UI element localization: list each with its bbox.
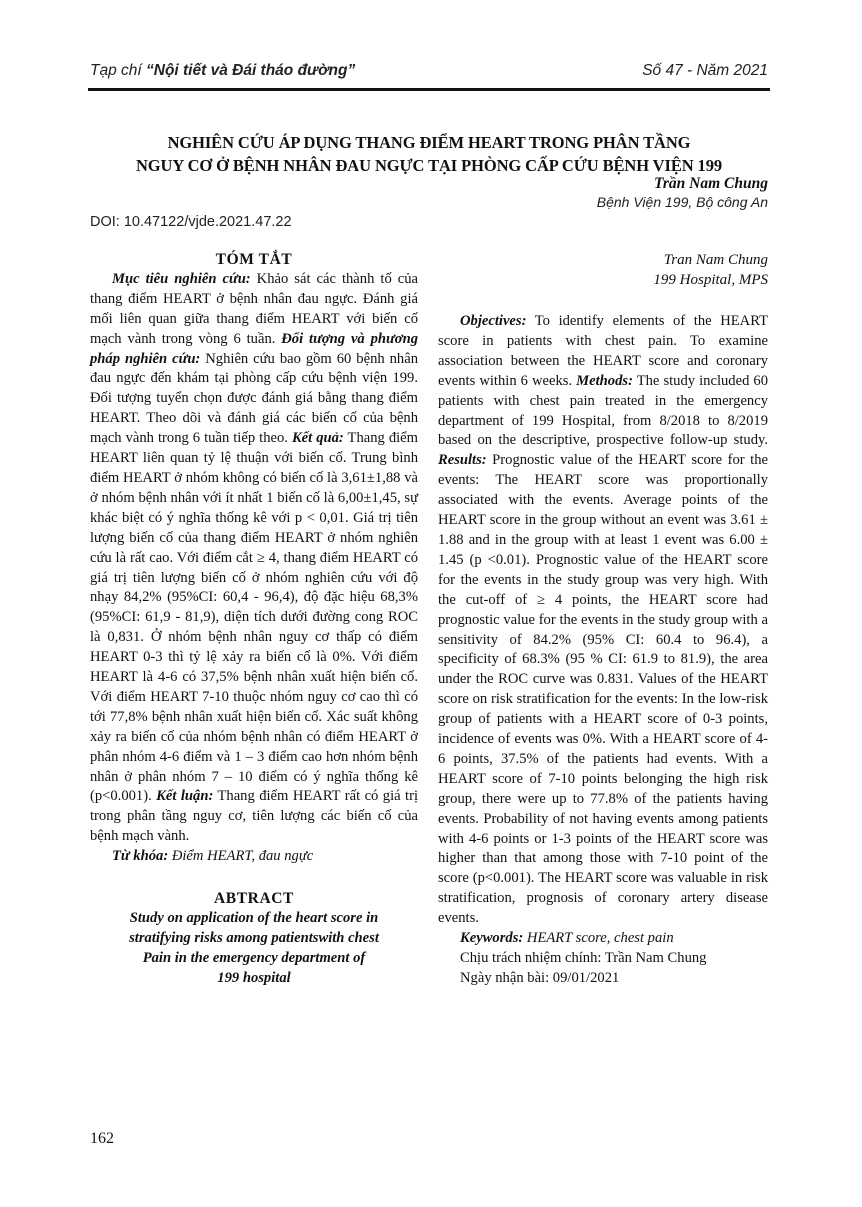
abstract-vn-body xyxy=(90,270,418,847)
left-column xyxy=(90,250,418,989)
keywords-vn xyxy=(90,847,418,867)
doi[interactable]: DOI: 10.47122/vjde.2021.47.22 xyxy=(90,214,292,230)
keywords-en-label: Keywords: xyxy=(460,930,524,947)
english-title-line-2: stratifying risks among patientswith chest xyxy=(129,929,379,946)
results-text-en: Prognostic value of the HEART score for the events: The HEART score was proportionally associated with the events. Average points of the HEART score in the group without an event was 3.61 ± 1.88 and in the group with at least 1 event was 6.00 ± 1.45 (p <0.01). Prognostic value of the HEART score for the events in the study group was very high. With the cut-off of ≥ 4 points, the HEART score had prognostic value for the events in the study group with a sensitivity of 84.2% (95% CI: 60.4 to 96.4), a specificity of 68.3% (95 % CI: 61.9 to 81.9), the area under the ROC curve was 0.831. Values of the HEART score on risk stratification for the events: In the low-risk group of patients with a HEART score of 0-3 points, incidence of events was 0%. With a HEART score of 4-6 points, 37.5% of the patients had events. With a HEART score of 7-10 points belonging the high risk group, there were up to 77.8% of the patients having events. Probability of not having events among patients with 4-6 points or 1-3 points of the HEART score was higher than that among those with 7-10 point of the score (p<0.001). The HEART score was valuable in risk stratification, prognosis of coronary artery disease events. xyxy=(438,452,768,927)
title-line-1: NGHIÊN CỨU ÁP DỤNG THANG ĐIỂM HEART TRONG PHÂN TẦNG xyxy=(167,133,691,152)
author-name: Trần Nam Chung xyxy=(654,175,768,192)
objective-text: Khảo sát các thành tố của thang điểm HEART ở bệnh nhân đau ngực. Đánh giá mối liên quan giữa thang điểm HEART với biến cố mạch vành trong vòng 6 tuần. xyxy=(90,270,418,347)
english-title-line-1: Study on application of the heart score in xyxy=(129,910,379,926)
header-rule xyxy=(88,88,770,91)
abstract-vn-heading: TÓM TẮT xyxy=(215,251,293,268)
received-date: Ngày nhận bài: 09/01/2021 xyxy=(460,969,620,986)
english-title-line-3: Pain in the emergency department of xyxy=(142,949,366,966)
page-number: 162 xyxy=(90,1130,114,1147)
conclusion-text: Thang điểm HEART rất có giá trị trong phân tầng nguy cơ, tiên lượng các biến cố của bệnh mạch vành. xyxy=(90,788,419,845)
issue-info: Số 47 - Năm 2021 xyxy=(642,62,768,79)
journal-title xyxy=(90,62,355,80)
results-label-en: Results: xyxy=(438,452,487,469)
article-title xyxy=(88,131,770,177)
methods-label-en: Methods: xyxy=(576,372,633,389)
keywords-en-text: HEART score, chest pain xyxy=(523,930,674,947)
title-line-2: NGUY CƠ Ở BỆNH NHÂN ĐAU NGỰC TẠI PHÒNG CẤP CỨU BỆNH VIỆN 199 xyxy=(135,156,723,175)
keywords-en xyxy=(438,929,768,949)
author-affiliation-en: 199 Hospital, MPS xyxy=(653,272,768,288)
results-label: Kết quả: xyxy=(291,430,344,447)
keywords-vn-label: Từ khóa: xyxy=(112,848,169,865)
objectives-text-en: To identify elements of the HEART score in patients with chest pain. To examine association between the HEART score and coronary events within 6 weeks. xyxy=(438,313,768,389)
right-column xyxy=(438,250,768,989)
responsible-author: Chịu trách nhiệm chính: Trần Nam Chung xyxy=(460,950,707,966)
abstract-en-heading: ABTRACT xyxy=(214,890,294,908)
objectives-label-en: Objectives: xyxy=(460,313,527,329)
conclusion-label: Kết luận: xyxy=(156,788,214,805)
journal-prefix: Tạp chí xyxy=(90,62,146,79)
author-affiliation: Bệnh Viện 199, Bộ công An xyxy=(596,194,768,210)
english-title-line-4: 199 hospital xyxy=(217,969,291,986)
results-text: Thang điểm HEART liên quan tỷ lệ thuận với biến cố. Trung bình điểm HEART ở nhóm không có biến cố là 3,61±1,88 và ở nhóm bệnh nhân với ít nhất 1 biến cố là 6,00±1,45, sự khác biệt có ý nghĩa thống kê với p < 0,01. Giá trị tiên lượng biến cố của thang điểm HEART ở nhóm nghiên cứu là rất cao. Với điểm cắt ≥ 4, thang điểm HEART có giá trị tiên lượng biến cố ở nhóm nghiên cứu với độ nhạy 84,2% (95%CI: 60,4 - 96,4), độ đặc hiệu 68,3% (95%CI: 61,9 - 81,9), diện tích dưới đường cong ROC là 0,831. Ở nhóm bệnh nhân nguy cơ thấp có điểm HEART 0-3 thì tỷ lệ xảy ra biến cố là 0%. Với điểm HEART là 4-6 có 37,5% bệnh nhân xuất hiện biến cố. Với điểm HEART 7-10 thuộc nhóm nguy cơ cao thì có tới 77,8% bệnh nhân xuất hiện biến cố. Xác suất không xảy ra biến cố của nhóm bệnh nhân có điểm HEART ở phân nhóm 4-6 điểm và 1 – 3 điểm cao hơn nhóm bệnh nhân ở phân nhóm 7 – 10 điểm có ý nghĩa thống kê (p<0.001). xyxy=(90,430,419,805)
journal-name: “Nội tiết và Đái tháo đường” xyxy=(146,62,356,79)
methods-text: Nghiên cứu bao gồm 60 bệnh nhân đau ngực đến khám tại phòng cấp cứu bệnh viện 199. Đối tượng tuyển chọn được đánh giá bằng thang điểm HEART. Theo dõi và đánh giá các biến cố của bệnh mạch vành trong 6 tuần tiếp theo. xyxy=(90,350,418,447)
methods-text-en: The study included 60 patients with chest pain treated in the emergency department of 199 Hospital, from 8/2018 to 8/2019 based on the descriptive, prospective follow-up study. xyxy=(438,372,768,449)
methods-label: Đối tượng và phương pháp nghiên cứu: xyxy=(90,330,418,367)
abstract-en-body xyxy=(438,312,768,929)
running-header xyxy=(90,62,768,84)
objective-label: Mục tiêu nghiên cứu: xyxy=(112,270,251,287)
author-name-en: Tran Nam Chung xyxy=(663,252,768,268)
keywords-vn-text: Điểm HEART, đau ngực xyxy=(168,848,314,865)
